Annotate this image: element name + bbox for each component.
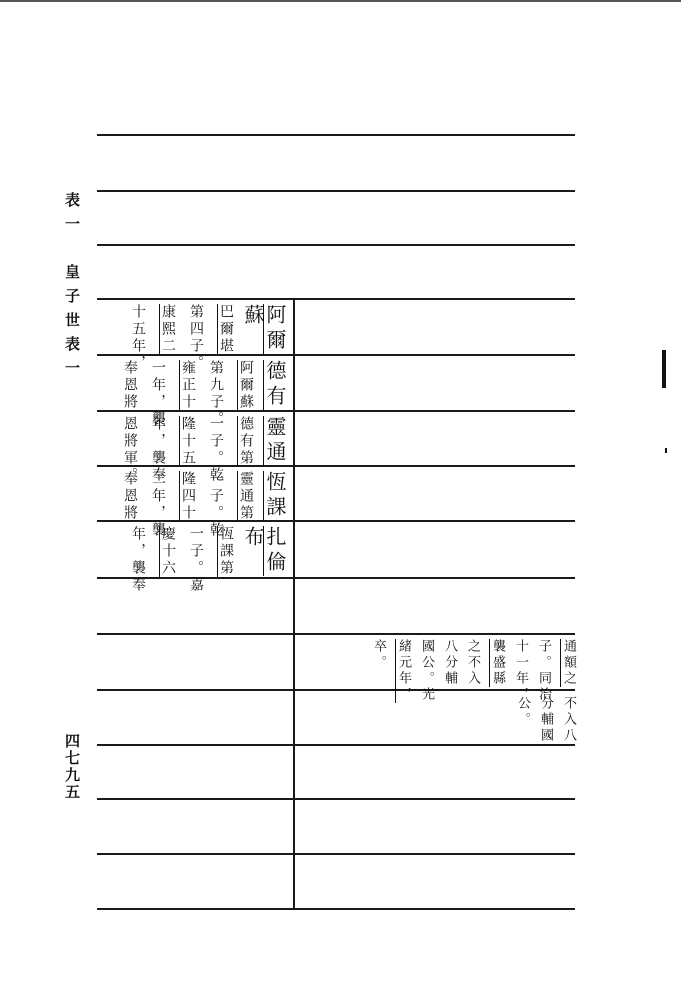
- record-text: 巴爾堪: [218, 304, 234, 355]
- record-text: 公。: [515, 696, 530, 728]
- record-text: 康熙二: [160, 304, 176, 355]
- record-text: 十五年，: [130, 304, 146, 372]
- record-text: 一子。嘉: [188, 526, 204, 594]
- person-name-continued: 蘇: [241, 304, 265, 329]
- table-rule: [97, 853, 575, 855]
- record-text: 二年，襲: [150, 471, 166, 539]
- page-top-border: [0, 0, 681, 2]
- table-rule: [97, 744, 575, 746]
- record-text: 緒元年，: [396, 639, 411, 703]
- record-text: 一子。乾: [208, 416, 224, 484]
- scan-artifact-mark: [665, 448, 667, 453]
- record-text: 奉恩將: [122, 360, 138, 411]
- record-text: 德有第: [238, 416, 254, 467]
- successor-entry-continued: [506, 696, 575, 744]
- record-text: 雍正十: [180, 360, 196, 411]
- record-text: 第四子。: [188, 304, 204, 372]
- record-text: 襲盛縣: [490, 639, 505, 687]
- record-text: 奉恩將: [122, 471, 138, 522]
- person-name: 靈通: [263, 416, 287, 466]
- table-rule: [97, 190, 575, 192]
- record-text: 恩將軍。: [122, 416, 138, 484]
- successor-entry: [362, 639, 575, 703]
- scan-artifact-mark: [662, 350, 666, 388]
- record-text: 年，襲奉: [130, 526, 146, 594]
- record-text: 分輔國: [538, 696, 553, 744]
- person-name-continued: 布: [241, 526, 265, 551]
- record-text: 靈通第: [238, 471, 254, 522]
- record-text: 之不入: [465, 639, 480, 687]
- record-text: 隆四十: [180, 471, 196, 522]
- record-text: 八分輔: [442, 639, 457, 687]
- record-text: 不入八: [561, 696, 576, 744]
- record-text: 恆課第: [218, 526, 234, 577]
- margin-title: 表一 皇子世表一: [63, 192, 81, 384]
- table-rule: [97, 908, 575, 910]
- person-name: 德有: [263, 360, 287, 410]
- record-text: 阿爾蘇: [238, 360, 254, 411]
- table-rule: [97, 134, 575, 136]
- page-number: 四七九五: [63, 733, 81, 801]
- record-text: 一年，襲: [150, 360, 166, 428]
- table-rule: [97, 244, 575, 246]
- table-row: [117, 526, 285, 594]
- person-name: 扎倫: [263, 526, 287, 576]
- record-text: 十一年，: [513, 639, 528, 703]
- record-text: 通額之: [561, 639, 576, 687]
- record-text: 國公。光: [419, 639, 434, 703]
- column-divider: [293, 298, 295, 910]
- record-text: 子。同治: [536, 639, 551, 703]
- person-name: 阿爾: [263, 304, 287, 354]
- record-text: 第九子。: [208, 360, 224, 428]
- table-rule: [97, 633, 575, 635]
- record-text: 慶十六: [160, 526, 176, 577]
- table-rule: [97, 798, 575, 800]
- record-text: 卒。: [371, 639, 386, 671]
- record-text: 一子。乾: [208, 471, 224, 539]
- record-text: 年，襲奉: [150, 416, 166, 484]
- person-name: 恆課: [263, 471, 287, 521]
- record-text: 隆十五: [180, 416, 196, 467]
- table-rule: [97, 298, 575, 300]
